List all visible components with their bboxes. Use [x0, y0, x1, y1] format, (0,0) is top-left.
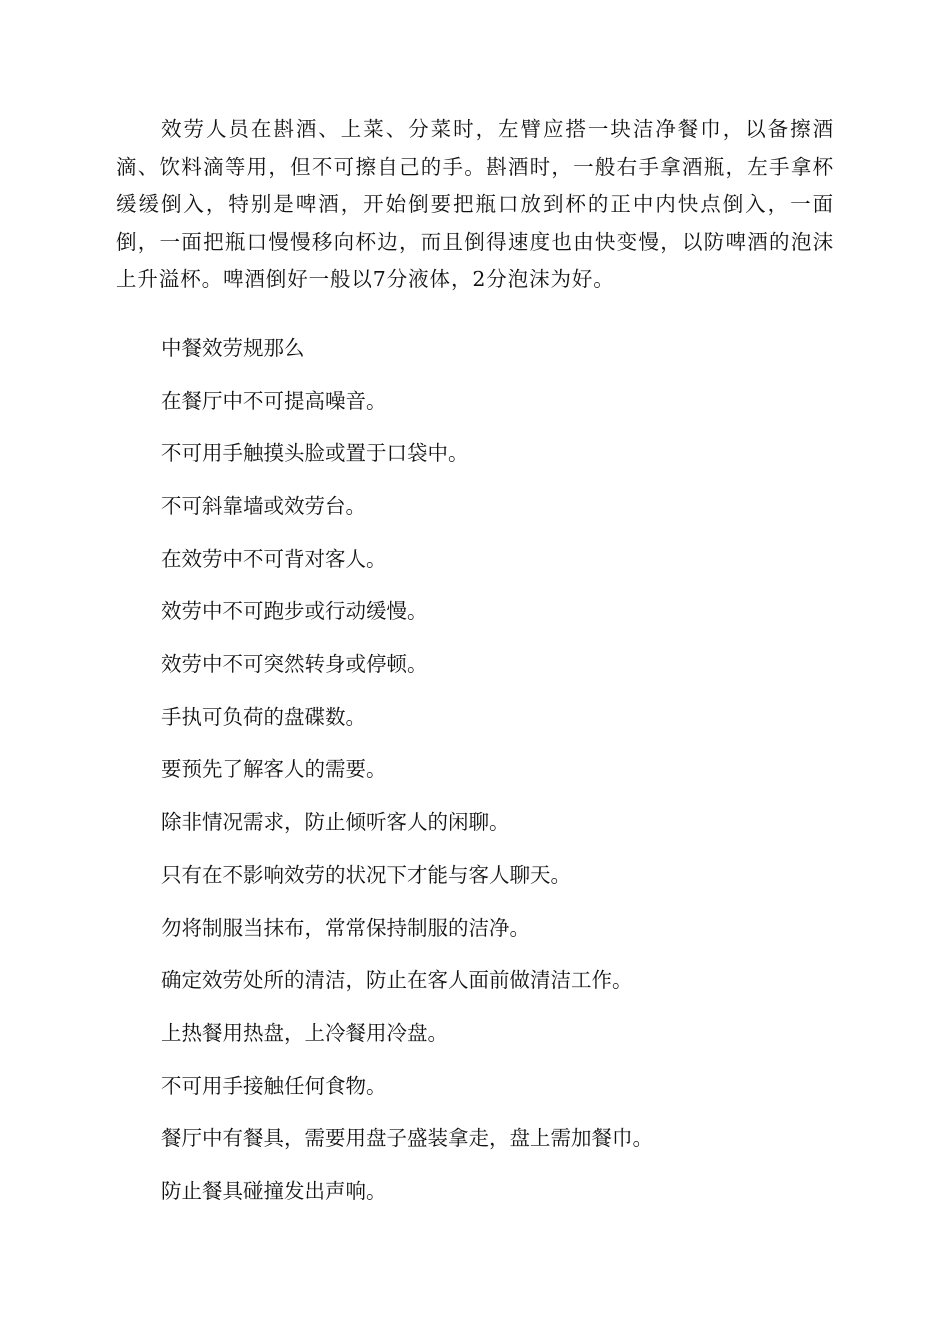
rule-item: 防止餐具碰撞发出声响。 — [161, 1178, 387, 1203]
rule-item: 不可用手接触任何食物。 — [161, 1073, 387, 1098]
rules-list — [116, 386, 834, 1206]
section-title: 中餐效劳规那么 — [161, 335, 305, 360]
intro-paragraph: 效劳人员在斟酒、上菜、分菜时，左臂应搭一块洁净餐巾，以备擦酒滴、饮料滴等用，但不可擦自己的手。斟酒时，一般右手拿酒瓶，左手拿杯缓缓倒入，特别是啤酒，开始倒要把瓶口放到杯的正中内快点倒入，一面倒，一面把瓶口慢慢移向杯边，而且倒得速度也由快变慢，以防啤酒的泡沫上升溢杯。啤酒倒好一般以7分液体，2分泡沫为好。 — [116, 117, 834, 292]
rule-item: 餐厅中有餐具，需要用盘子盛装拿走，盘上需加餐巾。 — [161, 1126, 653, 1151]
rule-item: 不可用手触摸头脸或置于口袋中。 — [161, 441, 469, 466]
rule-item: 效劳中不可突然转身或停顿。 — [161, 652, 428, 677]
rule-item: 只有在不影响效劳的状况下才能与客人聊天。 — [161, 862, 571, 887]
rule-item: 不可斜靠墙或效劳台。 — [161, 494, 366, 519]
rule-item: 确定效劳处所的清洁，防止在客人面前做清洁工作。 — [161, 968, 633, 993]
rule-item: 除非情况需求，防止倾听客人的闲聊。 — [161, 810, 510, 835]
rule-item: 手执可负荷的盘碟数。 — [161, 704, 366, 729]
rule-item: 要预先了解客人的需要。 — [161, 757, 387, 782]
rule-item: 勿将制服当抹布，常常保持制服的洁净。 — [161, 915, 530, 940]
rule-item: 效劳中不可跑步或行动缓慢。 — [161, 599, 428, 624]
rule-item: 在效劳中不可背对客人。 — [161, 546, 387, 571]
rule-item: 上热餐用热盘，上冷餐用冷盘。 — [161, 1020, 448, 1045]
rule-item: 在餐厅中不可提高噪音。 — [161, 388, 387, 413]
